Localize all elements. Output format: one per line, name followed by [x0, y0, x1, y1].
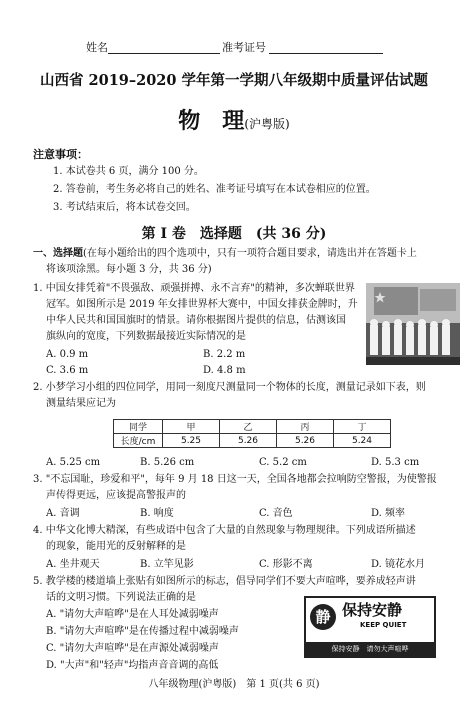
exam-number-label: 准考证号: [222, 41, 266, 54]
q3-option-d: D. 频率: [371, 508, 406, 519]
q5-option-d: D. "大声"和"轻声"均指声音音调的高低: [46, 660, 219, 671]
exam-number-blank: [269, 53, 383, 54]
q3-line-2: 声传得更远，应该提高警报声的: [46, 490, 186, 501]
page-footer: 八年级物理(沪粤版) 第 1 页(共 6 页): [148, 679, 320, 690]
table-cell: 5.25: [163, 434, 220, 448]
q2-option-b: B. 5.26 cm: [140, 457, 195, 468]
q4-option-c: C. 形影不离: [259, 559, 313, 570]
sign-icon-char: 静: [310, 604, 336, 630]
sign-bar: 保持安静 请勿大声喧哗: [306, 642, 434, 656]
table-cell: 5.24: [334, 434, 391, 448]
notes-heading: 注意事项：: [33, 148, 88, 161]
name-label: 姓名: [86, 41, 108, 54]
q1-line-3: 中华人民共和国国旗时的情景。请你根据图片提供的信息，估测该国: [46, 315, 346, 326]
q5-option-b: B. "请勿大声喧哗"是在传播过程中减弱噪声: [46, 626, 239, 637]
q2-option-d: D. 5.3 cm: [371, 457, 420, 468]
name-blank: [108, 53, 220, 54]
table-header-cell: 同学: [114, 420, 163, 434]
table-header-cell: 丙: [277, 420, 334, 434]
q4-line-2: 的现象，能用光的反射解释的是: [46, 541, 186, 552]
sign-top: [308, 600, 432, 636]
part1-desc-line1: (在每小题给出的四个选项中，只有一项符合题目要求，请选出并在答题卡上: [83, 248, 417, 259]
q1-option-c: C. 3.6 m: [46, 365, 89, 376]
q3-option-a: A. 音调: [46, 508, 80, 519]
q2-line-1: 2. 小梦学习小组的四位同学，用同一刻度尺测量同一个物体的长度，测量记录如下表，则: [33, 382, 426, 393]
q5-line-2: 话的文明习惯。下列说法正确的是: [46, 592, 196, 603]
subject-edition: (沪粤版): [244, 117, 290, 131]
q1-option-d: D. 4.8 m: [203, 365, 246, 376]
q3-line-1: 3. "不忘国耻，珍爱和平"，每年 9 月 18 日这一天，全国各地都会拉响防空警报，为使警报: [33, 474, 437, 485]
table-header-row: [114, 420, 391, 434]
q4-option-b: B. 立竿见影: [140, 559, 194, 570]
part1-label: 一、选择题: [33, 248, 83, 259]
notes-item-2: 2. 答卷前，考生务必将自己的姓名、准考证号填写在本试卷相应的位置。: [53, 184, 376, 195]
q5-line-1: 5. 教学楼的楼道墙上张贴有如图所示的标志，倡导同学们不要大声喧哗，要养成轻声讲: [33, 576, 416, 587]
flag-ceremony-illustration: [366, 283, 460, 365]
table-header-cell: 丁: [334, 420, 391, 434]
table-cell: 5.26: [220, 434, 277, 448]
q2-option-c: C. 5.2 cm: [259, 457, 307, 468]
sign-title: 保持安静: [342, 601, 403, 619]
q3-option-b: B. 响度: [140, 508, 174, 519]
exam-title: 山西省 2019–2020 学年第一学期八年级期中质量评估试题: [39, 72, 429, 89]
q1-option-a: A. 0.9 m: [46, 349, 89, 360]
keep-quiet-sign: [304, 596, 436, 658]
flag-ceremony-photo: [366, 283, 460, 365]
q2-option-a: A. 5.25 cm: [46, 457, 101, 468]
part1-desc-line2: 将该项涂黑。每小题 3 分，共 36 分): [46, 264, 212, 275]
q4-line-1: 4. 中华文化博大精深，有些成语中包含了大量的自然现象与物理规律。下列成语所描述: [33, 525, 416, 536]
table-row: [114, 434, 391, 448]
q3-option-c: C. 音色: [259, 508, 293, 519]
q5-option-a: A. "请勿大声喧哗"是在人耳处减弱噪声: [46, 609, 219, 620]
q1-line-2: 冠军。如图所示是 2019 年女排世界杯大赛中，中国女排获金牌时，升: [46, 299, 358, 310]
sign-english: KEEP QUIET: [360, 621, 407, 629]
measurement-table: [113, 419, 391, 448]
section-title: 第 I 卷 选择题 (共 36 分): [141, 226, 327, 242]
q2-line-2: 测量结果应记为: [46, 398, 116, 409]
q4-option-d: D. 镜花水月: [371, 559, 426, 570]
subject-main: 物 理: [178, 108, 245, 134]
table-header-cell: 乙: [220, 420, 277, 434]
notes-item-3: 3. 考试结束后，将本试卷交回。: [53, 202, 196, 213]
table-cell: 长度/cm: [114, 434, 163, 448]
q1-option-b: B. 2.2 m: [203, 349, 246, 360]
part1-description: [33, 248, 417, 260]
q5-option-c: C. "请勿大声喧哗"是在声源处减弱噪声: [46, 643, 219, 654]
table-cell: 5.26: [277, 434, 334, 448]
q4-option-a: A. 坐井观天: [46, 559, 100, 570]
notes-item-1: 1. 本试卷共 6 页，满分 100 分。: [53, 166, 204, 177]
q1-line-1: 1. 中国女排凭着"不畏强敌、顽强拼搏、永不言弃"的精神，多次蝉联世界: [33, 283, 355, 294]
table-header-cell: 甲: [163, 420, 220, 434]
q1-line-4: 旗纵向的宽度，下列数据最接近实际情况的是: [46, 331, 246, 342]
subject-title: [0, 108, 468, 134]
